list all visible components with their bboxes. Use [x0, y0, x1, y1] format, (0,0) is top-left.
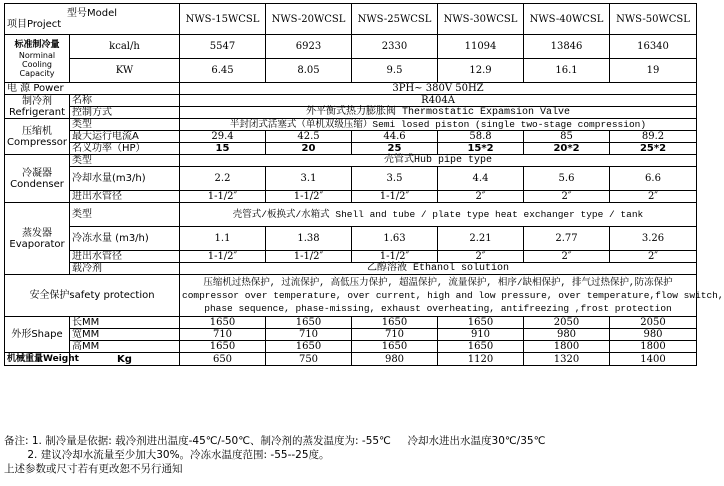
compressor-label: 压缩机 Compressor	[5, 119, 70, 155]
weight-value: 650	[180, 353, 266, 366]
note-line: 上述参数或尺寸若有更改恕不另行通知	[4, 463, 183, 475]
spec-table	[4, 3, 724, 366]
width-value: 910	[438, 329, 524, 341]
current-value: 29.4	[180, 131, 266, 143]
kw-value: 8.05	[266, 59, 352, 83]
shape-width-row	[5, 329, 697, 341]
weight-value: 1400	[610, 353, 697, 366]
hp-value: 20*2	[524, 143, 610, 155]
cooling-kcal-row	[5, 35, 697, 59]
evaporator-label: 蒸发器 Evaporator	[5, 203, 70, 275]
width-value: 710	[352, 329, 438, 341]
evaporator-flow-label: 冷冻水量 (m3/h)	[70, 227, 180, 251]
condenser-label: 冷凝器 Condenser	[5, 155, 70, 203]
weight-row	[5, 353, 697, 366]
shape-label: 外形Shape	[5, 317, 70, 353]
compressor-type-label: 类型	[70, 119, 180, 131]
height-value: 1650	[352, 341, 438, 353]
condenser-pipe-value: 2″	[524, 191, 610, 203]
evaporator-flow-value: 2.77	[524, 227, 610, 251]
height-value: 1650	[438, 341, 524, 353]
refrigerant-name-row	[5, 95, 697, 107]
condenser-pipe-value: 2″	[438, 191, 524, 203]
refrigerant-control-label: 控制方式	[70, 107, 180, 119]
model-name: NWS-15WCSL	[180, 4, 266, 35]
power-label: 电 源 Power	[5, 83, 180, 95]
evaporator-pipe-value: 2″	[524, 251, 610, 263]
kw-value: 16.1	[524, 59, 610, 83]
width-value: 710	[180, 329, 266, 341]
compressor-current-label: 最大运行电流A	[70, 131, 180, 143]
evaporator-flow-value: 2.21	[438, 227, 524, 251]
kw-value: 6.45	[180, 59, 266, 83]
condenser-pipe-label: 进出水管径	[70, 191, 180, 203]
hp-value: 15	[180, 143, 266, 155]
evaporator-pipe-value: 1-1/2″	[266, 251, 352, 263]
evaporator-coolant-label: 载冷剂	[70, 263, 180, 275]
model-name: NWS-30WCSL	[438, 4, 524, 35]
condenser-pipe-value: 1-1/2″	[352, 191, 438, 203]
kcal-value: 11094	[438, 35, 524, 59]
weight-unit: Kg	[70, 353, 180, 366]
evaporator-pipe-value: 1-1/2″	[180, 251, 266, 263]
length-value: 2050	[610, 317, 697, 329]
safety-line: phase sequence, phase-missing, exhaust overheating, antifreezing ,frost protection	[204, 303, 672, 314]
weight-value: 1120	[438, 353, 524, 366]
compressor-current-row	[5, 131, 697, 143]
project-label: 项目Project	[7, 19, 62, 30]
width-value: 980	[610, 329, 697, 341]
weight-value: 750	[266, 353, 352, 366]
height-label: 高MM	[70, 341, 180, 353]
evaporator-pipe-row	[5, 251, 697, 263]
compressor-power-label: 名义功率（HP）	[70, 143, 180, 155]
safety-row	[5, 275, 697, 317]
height-value: 1800	[610, 341, 697, 353]
height-value: 1650	[266, 341, 352, 353]
hp-value: 20	[266, 143, 352, 155]
evaporator-flow-value: 1.38	[266, 227, 352, 251]
refrigerant-control-value: 外平衡式热力膨胀阀 Thermostatic Expamsion Valve	[180, 107, 697, 119]
condenser-type-row	[5, 155, 697, 167]
safety-line: compressor over temperature, over current, high and low pressure, over temperature,flow switch,	[182, 290, 724, 301]
cooling-kw-row	[5, 59, 697, 83]
refrigerant-control-row	[5, 107, 697, 119]
height-value: 1650	[180, 341, 266, 353]
evaporator-pipe-value: 2″	[438, 251, 524, 263]
note-line: 备注: 1. 制冷量是依据: 载冷剂进出温度-45℃/-50℃、制冷剂的蒸发温度为: -55℃ 冷却水进出水温度30℃/35℃	[4, 435, 546, 447]
weight-value: 1320	[524, 353, 610, 366]
model-name: NWS-20WCSL	[266, 4, 352, 35]
kcal-value: 5547	[180, 35, 266, 59]
condenser-flow-value: 3.1	[266, 167, 352, 191]
safety-value	[180, 275, 724, 317]
kw-value: 12.9	[438, 59, 524, 83]
hp-value: 25*2	[610, 143, 697, 155]
height-value: 1800	[524, 341, 610, 353]
current-value: 89.2	[610, 131, 697, 143]
kcal-unit: kcal/h	[70, 35, 180, 59]
power-value: 3PH~ 380V 50HZ	[180, 83, 697, 95]
model-name: NWS-50WCSL	[610, 4, 697, 35]
evaporator-pipe-label: 进出水管径	[70, 251, 180, 263]
shape-height-row	[5, 341, 697, 353]
shape-length-row	[5, 317, 697, 329]
evaporator-flow-value: 3.26	[610, 227, 697, 251]
condenser-flow-label: 冷却水量(m3/h)	[70, 167, 180, 191]
condenser-flow-value: 5.6	[524, 167, 610, 191]
safety-line: 压缩机过热保护, 过流保护, 高低压力保护, 超温保护, 流量保护, 相序/缺相保护, 排气过热保护,防冻保护	[203, 277, 673, 288]
note-line: 2. 建议冷却水流量至少加大30%。冷冻水温度范围: -55--25度。	[4, 449, 330, 461]
weight-value: 980	[352, 353, 438, 366]
evaporator-pipe-value: 2″	[610, 251, 697, 263]
condenser-pipe-value: 1-1/2″	[266, 191, 352, 203]
weight-label: 机械重量Weight	[5, 353, 70, 366]
condenser-flow-value: 2.2	[180, 167, 266, 191]
evaporator-flow-value: 1.1	[180, 227, 266, 251]
cooling-label: 标准制冷量 Norminal Cooling Capacity	[5, 35, 70, 83]
refrigerant-name-value: R404A	[180, 95, 697, 107]
refrigerant-name-label: 名称	[70, 95, 180, 107]
condenser-pipe-value: 2″	[610, 191, 697, 203]
condenser-flow-row	[5, 167, 697, 191]
compressor-type-value: 半封闭式活塞式（单机双级压缩）Semi losed piston (single two-stage compression)	[180, 119, 697, 131]
length-value: 1650	[266, 317, 352, 329]
hp-value: 15*2	[438, 143, 524, 155]
compressor-type-row	[5, 119, 697, 131]
condenser-type-value: 壳管式Hub pipe type	[180, 155, 697, 167]
evaporator-pipe-value: 1-1/2″	[352, 251, 438, 263]
refrigerant-label: 制冷剂 Refrigerant	[5, 95, 70, 119]
length-value: 2050	[524, 317, 610, 329]
model-name: NWS-40WCSL	[524, 4, 610, 35]
notes	[4, 434, 696, 476]
kw-unit: KW	[70, 59, 180, 83]
model-label: 型号Model	[66, 8, 118, 19]
current-value: 42.5	[266, 131, 352, 143]
compressor-power-row	[5, 143, 697, 155]
kw-value: 9.5	[352, 59, 438, 83]
length-value: 1650	[438, 317, 524, 329]
kcal-value: 16340	[610, 35, 697, 59]
width-label: 宽MM	[70, 329, 180, 341]
header-corner	[5, 4, 180, 35]
condenser-flow-value: 4.4	[438, 167, 524, 191]
current-value: 85	[524, 131, 610, 143]
evaporator-flow-row	[5, 227, 697, 251]
evaporator-coolant-row	[5, 263, 697, 275]
kcal-value: 2330	[352, 35, 438, 59]
evaporator-type-row	[5, 203, 697, 227]
model-name: NWS-25WCSL	[352, 4, 438, 35]
evaporator-flow-value: 1.63	[352, 227, 438, 251]
width-value: 980	[524, 329, 610, 341]
hp-value: 25	[352, 143, 438, 155]
evaporator-coolant-value: 乙醇溶液 Ethanol solution	[180, 263, 697, 275]
length-value: 1650	[352, 317, 438, 329]
width-value: 710	[266, 329, 352, 341]
kw-value: 19	[610, 59, 697, 83]
safety-label: 安全保护safety protection	[5, 275, 180, 317]
condenser-flow-value: 6.6	[610, 167, 697, 191]
evaporator-type-label: 类型	[70, 203, 180, 227]
current-value: 44.6	[352, 131, 438, 143]
kcal-value: 6923	[266, 35, 352, 59]
condenser-flow-value: 3.5	[352, 167, 438, 191]
condenser-pipe-value: 1-1/2″	[180, 191, 266, 203]
power-row	[5, 83, 697, 95]
current-value: 58.8	[438, 131, 524, 143]
length-label: 长MM	[70, 317, 180, 329]
condenser-pipe-row	[5, 191, 697, 203]
length-value: 1650	[180, 317, 266, 329]
header-row	[5, 4, 697, 20]
kcal-value: 13846	[524, 35, 610, 59]
condenser-type-label: 类型	[70, 155, 180, 167]
evaporator-type-value: 壳管式/板换式/水箱式 Shell and tube / plate type heat exchanger type / tank	[180, 203, 697, 227]
